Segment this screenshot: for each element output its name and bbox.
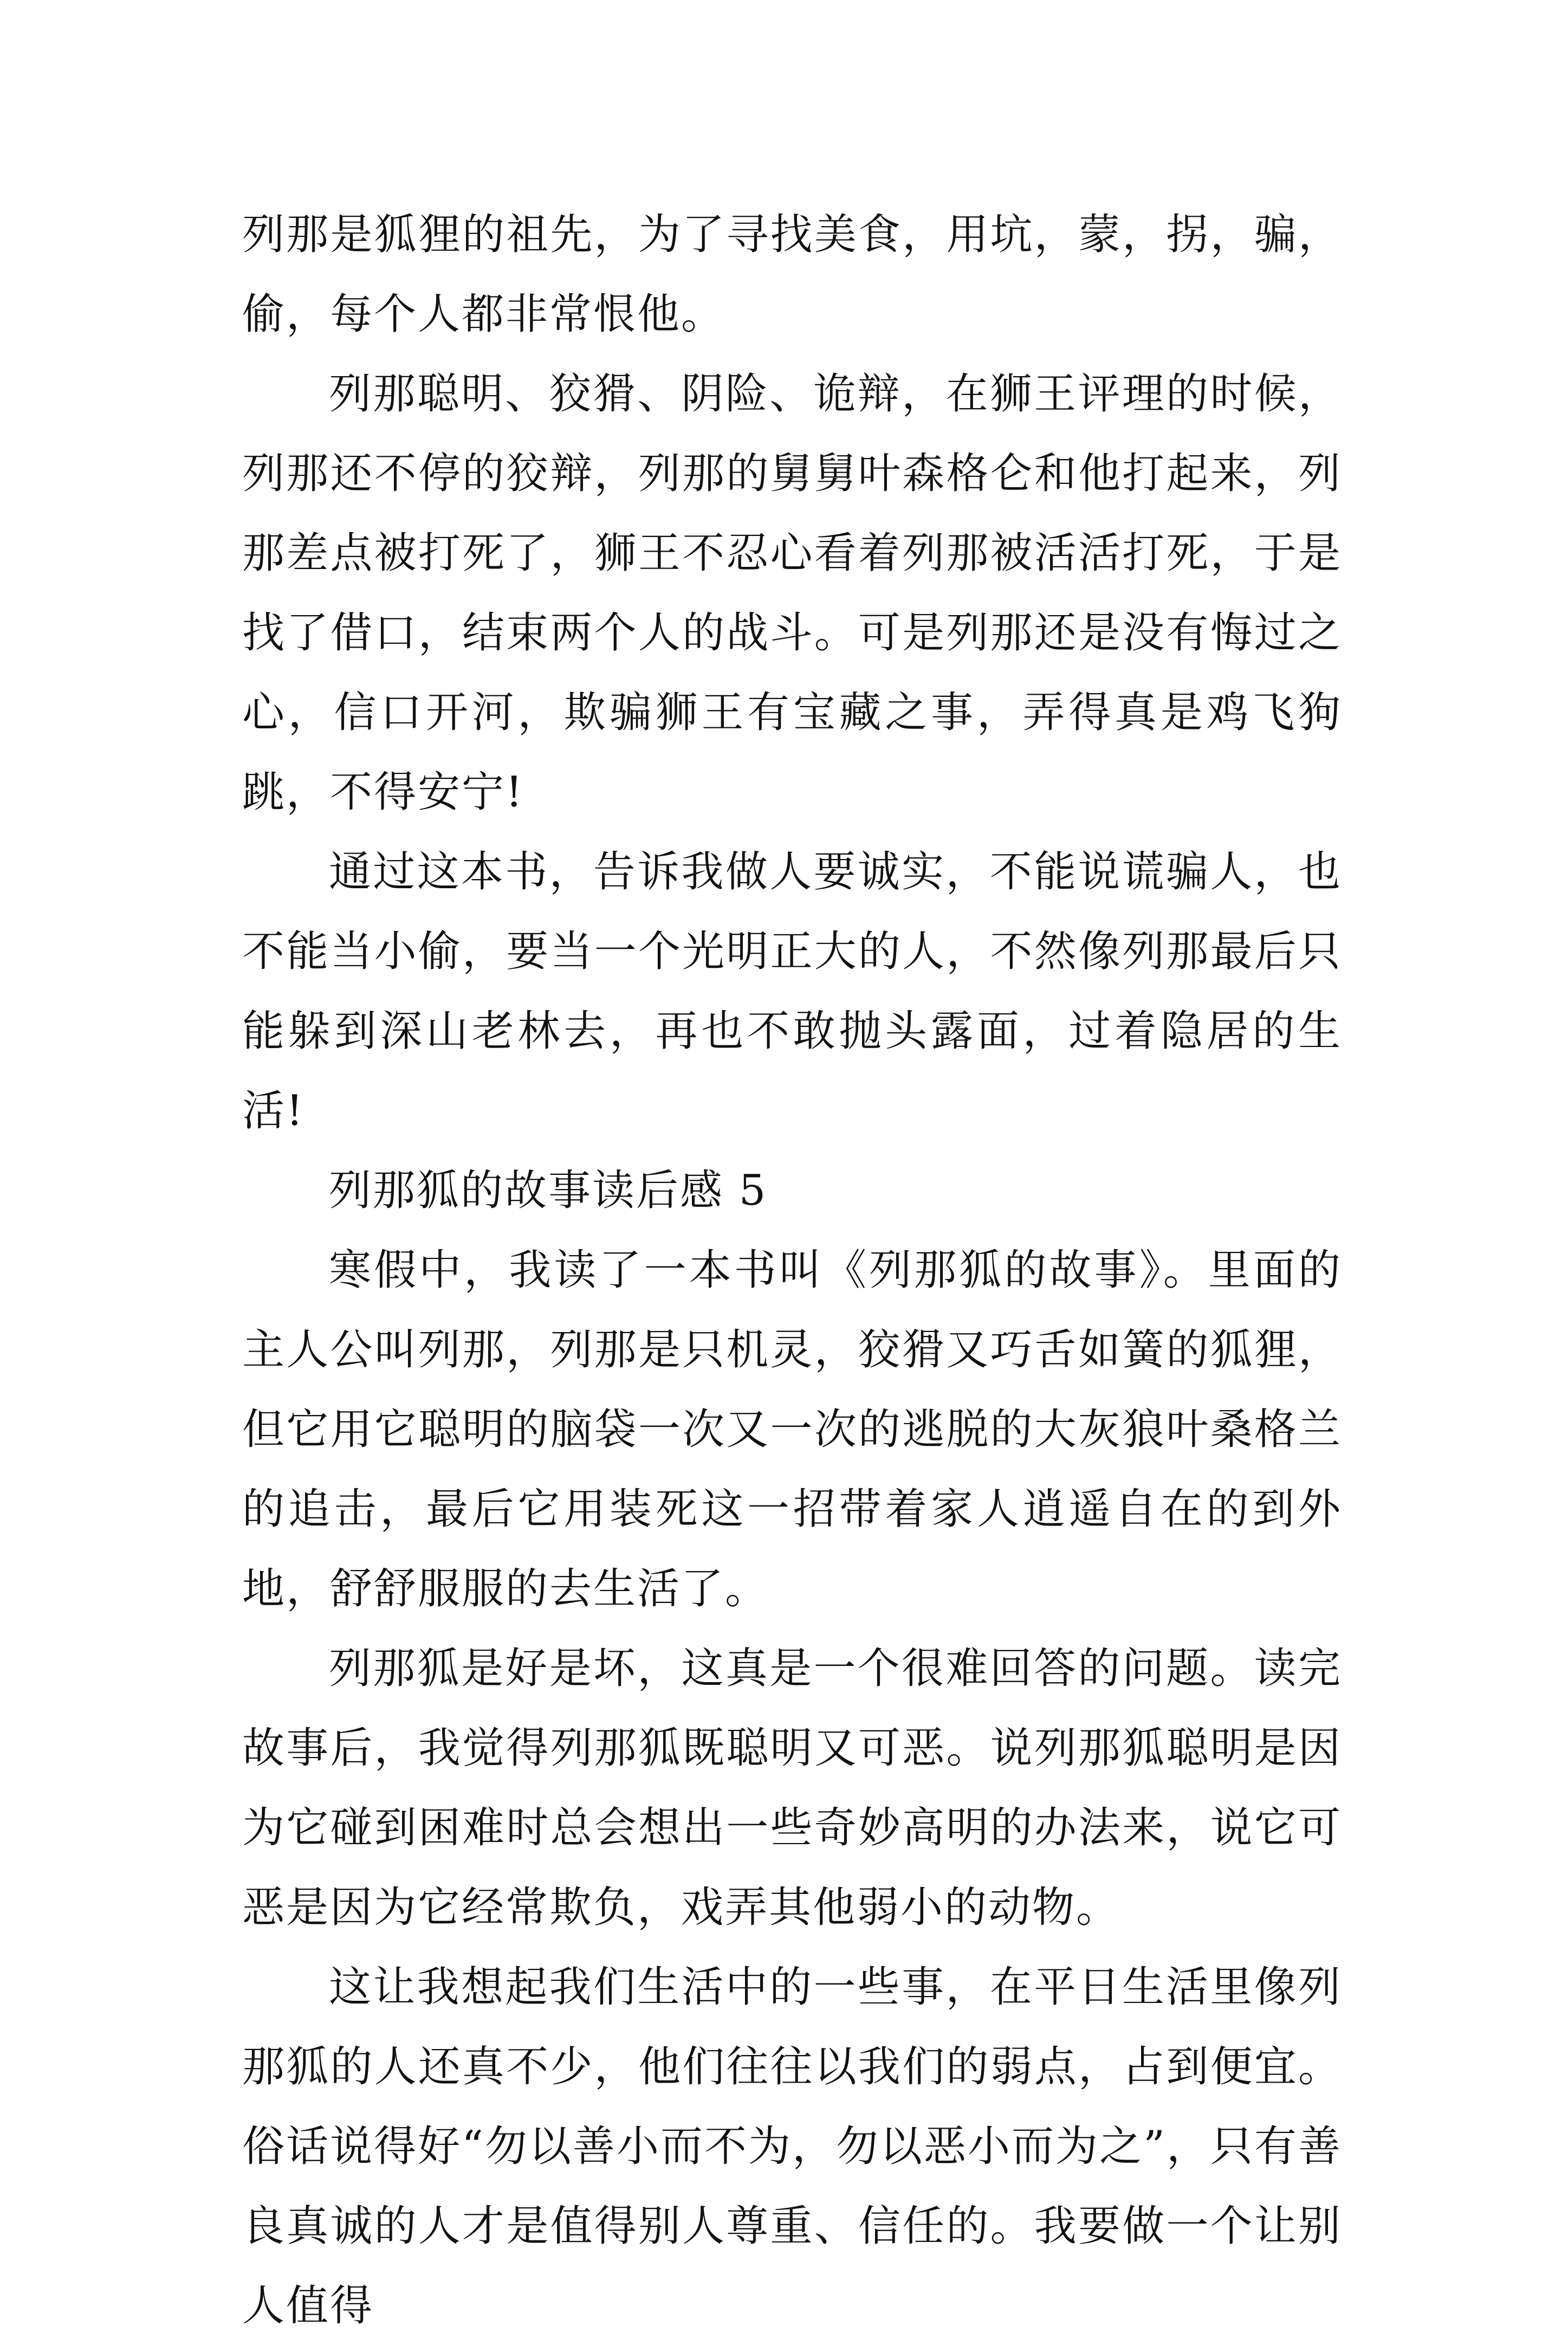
paragraph-3: 通过这本书，告诉我做人要诚实，不能说谎骗人，也不能当小偷，要当一个光明正大的人，不然像列那最后只能躲到深山老林去，再也不敢抛头露面，过着隐居的生活! (242, 848, 1342, 1135)
paragraph-4: 寒假中，我读了一本书叫《列那狐的故事》。里面的主人公叫列那，列那是只机灵，狡猾又巧舌如簧的狐狸，但它用它聪明的脑袋一次又一次的逃脱的大灰狼叶桑格兰的追击，最后它用装死这一招带着家人逍遥自在的到外地，舒舒服服的去生活了。 (242, 1246, 1342, 1613)
paragraph-1: 列那是狐狸的祖先，为了寻找美食，用坑，蒙，拐，骗，偷，每个人都非常恨他。 (242, 210, 1342, 339)
paragraph-6: 这让我想起我们生活中的一些事，在平日生活里像列那狐的人还真不少，他们往往以我们的弱点，占到便宜。俗话说得好“勿以善小而不为，勿以恶小而为之”，只有善良真诚的人才是值得别人尊重、信任的。我要做一个让别人值得 (242, 1963, 1342, 2330)
paragraph-2: 列那聪明、狡猾、阴险、诡辩，在狮王评理的时候，列那还不停的狡辩，列那的舅舅叶森格仑和他打起来，列那差点被打死了，狮王不忍心看着列那被活活打死，于是找了借口，结束两个人的战斗。可是列那还是没有悔过之心，信口开河，欺骗狮王有宝藏之事，弄得真是鸡飞狗跳，不得安宁! (242, 370, 1342, 817)
paragraph-5: 列那狐是好是坏，这真是一个很难回答的问题。读完故事后，我觉得列那狐既聪明又可恶。说列那狐聪明是因为它碰到困难时总会想出一些奇妙高明的办法来，说它可恶是因为它经常欺负，戏弄其他弱小的动物。 (242, 1644, 1342, 1932)
document-body (242, 195, 1342, 2346)
section-heading: 列那狐的故事读后感 5 (329, 1166, 768, 1215)
